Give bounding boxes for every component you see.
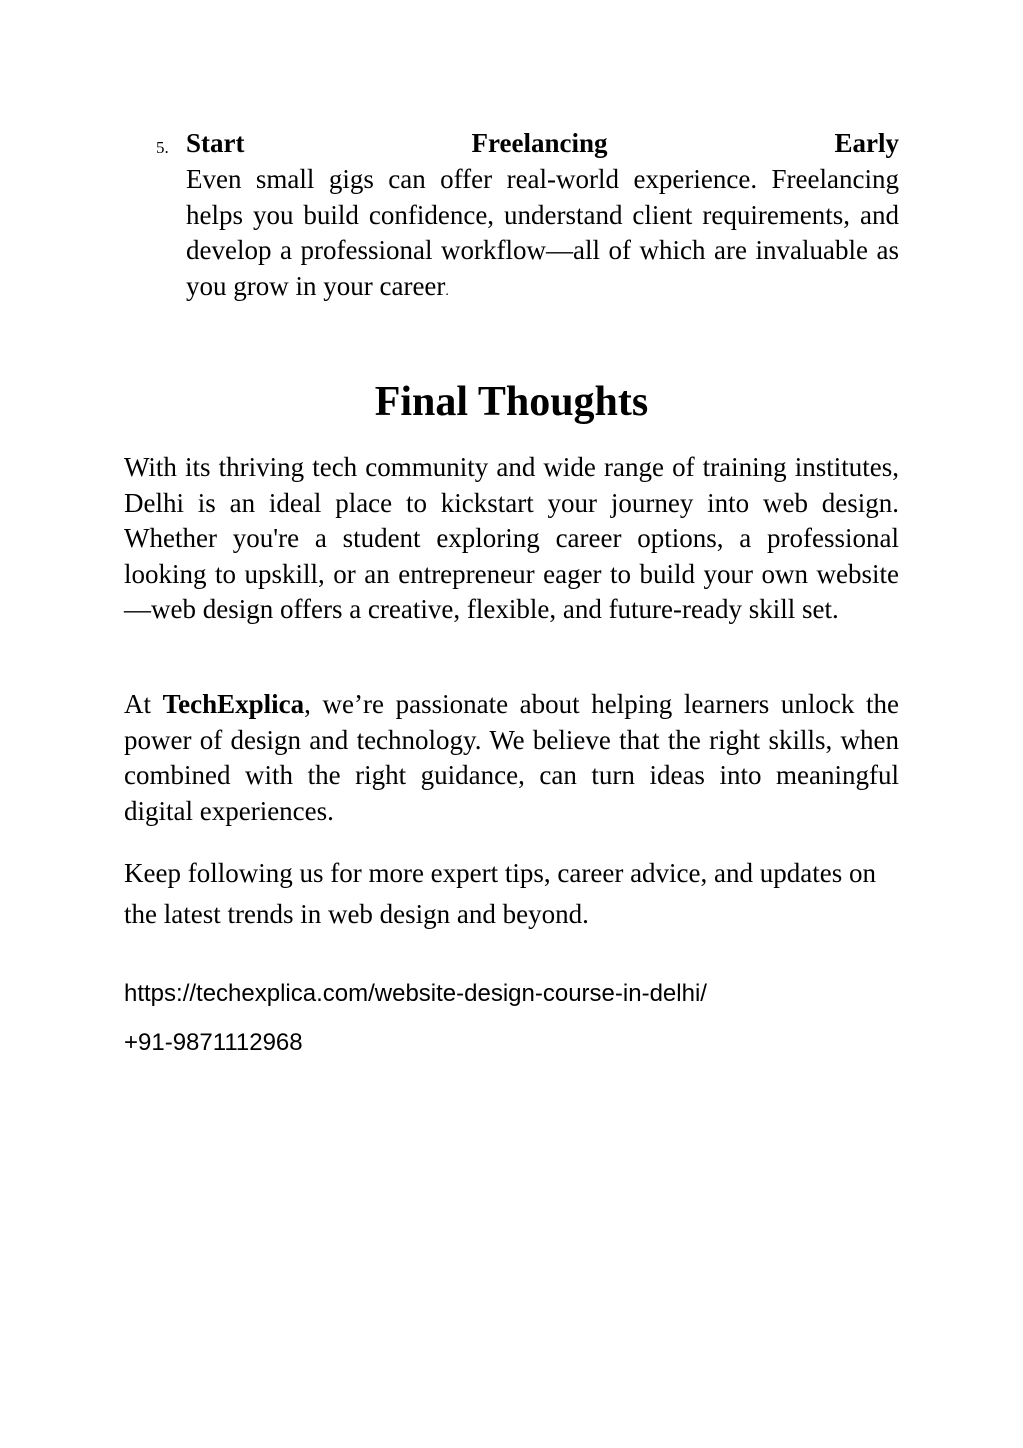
final-thoughts-paragraph-3: Keep following us for more expert tips, career advice, and updates on the latest trends in web design and beyond.: [124, 858, 876, 929]
list-item-end-mark: .: [445, 283, 449, 299]
list-item-title-word-start: Start: [186, 128, 245, 158]
list-item-body: [186, 124, 899, 309]
paragraph-2-suffix: , we’re passionate about helping learners unlock the power of design and technology. We believe that the right skills, when combined with the right guidance, can turn ideas into meaningful digital experiences.: [124, 689, 900, 826]
list-item-text-content: Even small gigs can offer real-world experience. Freelancing helps you build confidence, understand client requirements, and develop a professional workflow—all of which are invaluable as you grow in your career: [186, 164, 899, 301]
paragraph-2-prefix: At: [124, 689, 163, 719]
final-thoughts-heading: Final Thoughts: [374, 379, 649, 425]
list-item-title-word-early: Early: [834, 128, 899, 158]
website-url-text: https://techexplica.com/website-design-course-in-delhi/: [124, 980, 707, 1007]
list-item-text: [186, 162, 899, 309]
phone-number-text: +91-9871112968: [124, 1029, 303, 1056]
list-item-title: [186, 124, 899, 162]
list-item-title-word-freelancing: Freelancing: [471, 128, 608, 158]
brand-name: TechExplica: [162, 689, 305, 719]
final-thoughts-paragraph-1: With its thriving tech community and wide range of training institutes, Delhi is an ideal place to kickstart your journey into web design. Whether you're a student exploring career options, a professional looking to upskill, or an entrepreneur eager to build your own website—web design offers a creative, flexible, and future-ready skill set.: [124, 452, 899, 625]
final-thoughts-paragraph-2: [124, 687, 899, 829]
list-item-number: 5.: [156, 138, 169, 157]
